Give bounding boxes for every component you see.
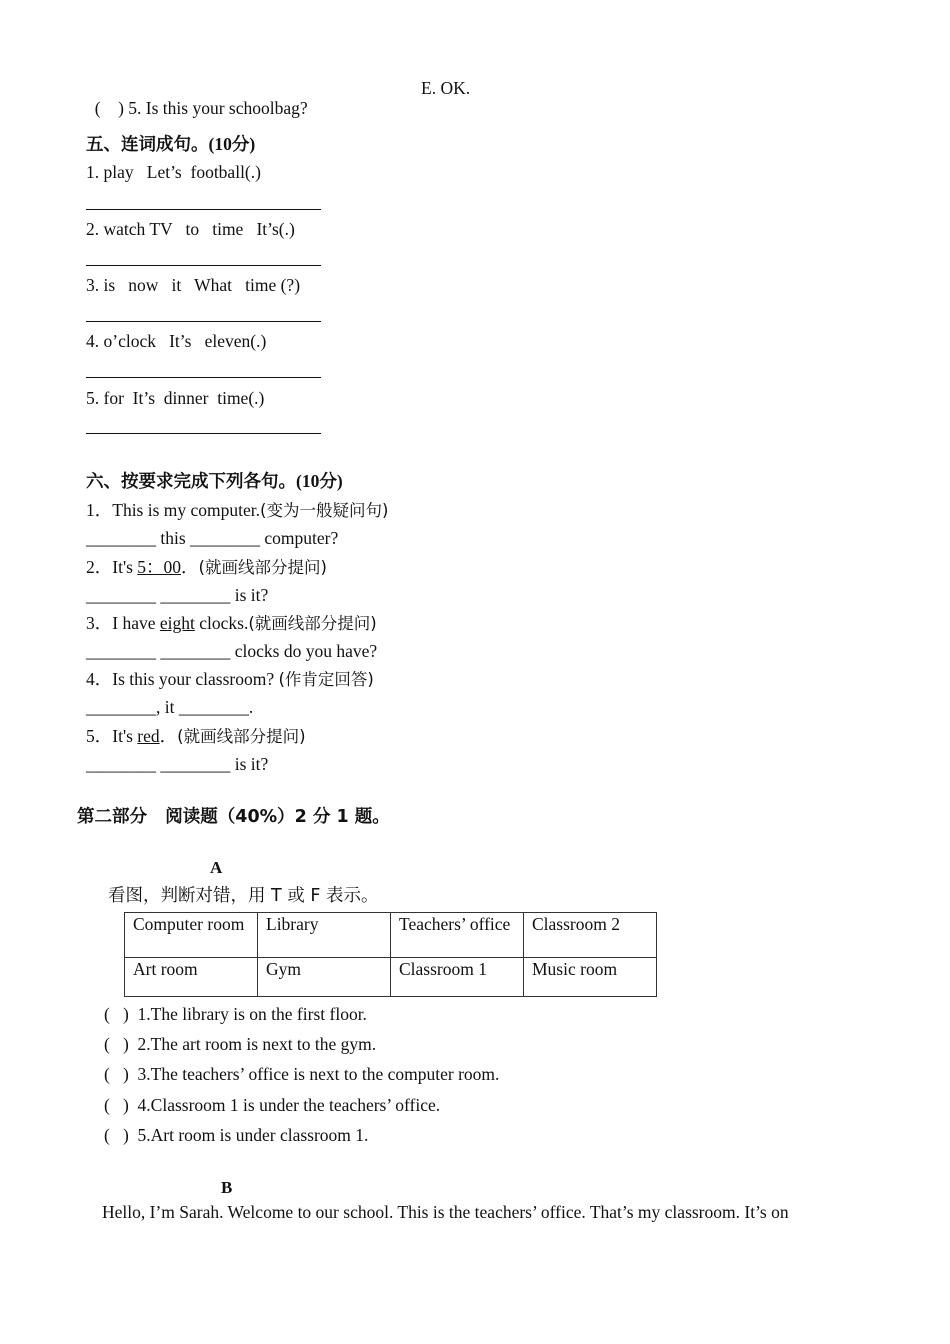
floor-plan-table	[124, 912, 657, 997]
transform-q3-answer[interactable]: ________ ________ clocks do you have?	[86, 641, 378, 661]
section5-title: 五、连词成句。(10分)	[86, 134, 256, 155]
reorder-item-2: 2. watch TV to time It’s(.)	[86, 219, 295, 239]
answer-paren[interactable]: ( )	[104, 1064, 129, 1084]
table-cell: Music room	[524, 958, 657, 997]
reorder-item-1: 1. play Let’s football(.)	[86, 162, 261, 182]
transform-q5-answer[interactable]: ________ ________ is it?	[86, 754, 269, 774]
table-cell: Classroom 1	[391, 958, 524, 997]
answer-blank-5[interactable]	[86, 433, 321, 434]
match-answer: E. OK.	[421, 78, 471, 98]
section6-title: 六、按要求完成下列各句。(10分)	[86, 471, 343, 492]
table-cell: Library	[258, 913, 391, 958]
table-cell: Art room	[125, 958, 258, 997]
passage-b-text: Hello, I’m Sarah. Welcome to our school. This is the teachers’ office. That’s my classroom. It’s on	[102, 1202, 789, 1222]
match-question: 5. Is this your schoolbag?	[128, 98, 308, 118]
table-row	[125, 958, 657, 997]
answer-paren[interactable]: ( )	[104, 1034, 129, 1054]
transform-q4-answer[interactable]: ________, it ________.	[86, 697, 254, 717]
answer-blank-2[interactable]	[86, 265, 321, 266]
transform-q1: 1．This is my computer.(变为一般疑问句)	[86, 500, 389, 520]
table-row	[125, 913, 657, 958]
passage-a-instruction: 看图，判断对错，用 T 或 F 表示。	[108, 886, 379, 906]
transform-q5: 5．It's red．(就画线部分提问)	[86, 726, 306, 746]
transform-q4: 4．Is this your classroom? (作肯定回答)	[86, 669, 374, 689]
table-cell: Teachers’ office	[391, 913, 524, 958]
reorder-item-4: 4. o’clock It’s eleven(.)	[86, 331, 267, 351]
reorder-item-3: 3. is now it What time (?)	[86, 275, 301, 295]
table-cell: Gym	[258, 958, 391, 997]
passage-a-label: A	[210, 858, 223, 877]
answer-blank-4[interactable]	[86, 377, 321, 378]
tf-statement-4: ( ) 4.Classroom 1 is under the teachers’ office.	[104, 1095, 441, 1115]
answer-paren[interactable]: ( )	[104, 1004, 129, 1024]
answer-paren[interactable]: ( )	[104, 1125, 129, 1145]
table-cell: Classroom 2	[524, 913, 657, 958]
answer-blank-1[interactable]	[86, 209, 321, 210]
match-item-5	[86, 78, 308, 118]
table-cell: Computer room	[125, 913, 258, 958]
reorder-item-5: 5. for It’s dinner time(.)	[86, 388, 265, 408]
answer-paren: ( )	[94, 98, 124, 118]
transform-q3: 3．I have eight clocks.(就画线部分提问)	[86, 613, 377, 633]
tf-statement-5: ( ) 5.Art room is under classroom 1.	[104, 1125, 369, 1145]
transform-q2-answer[interactable]: ________ ________ is it?	[86, 585, 269, 605]
tf-statement-3: ( ) 3.The teachers’ office is next to the computer room.	[104, 1064, 500, 1084]
answer-blank-3[interactable]	[86, 321, 321, 322]
passage-b-label: B	[221, 1178, 233, 1197]
tf-statement-2: ( ) 2.The art room is next to the gym.	[104, 1034, 377, 1054]
transform-q2: 2．It's 5：00．(就画线部分提问)	[86, 557, 327, 577]
part2-title: 第二部分 阅读题（40%）2 分 1 题。	[77, 807, 390, 827]
transform-q1-answer[interactable]: ________ this ________ computer?	[86, 528, 339, 548]
tf-statement-1: ( ) 1.The library is on the first floor.	[104, 1004, 367, 1024]
answer-paren[interactable]: ( )	[104, 1095, 129, 1115]
